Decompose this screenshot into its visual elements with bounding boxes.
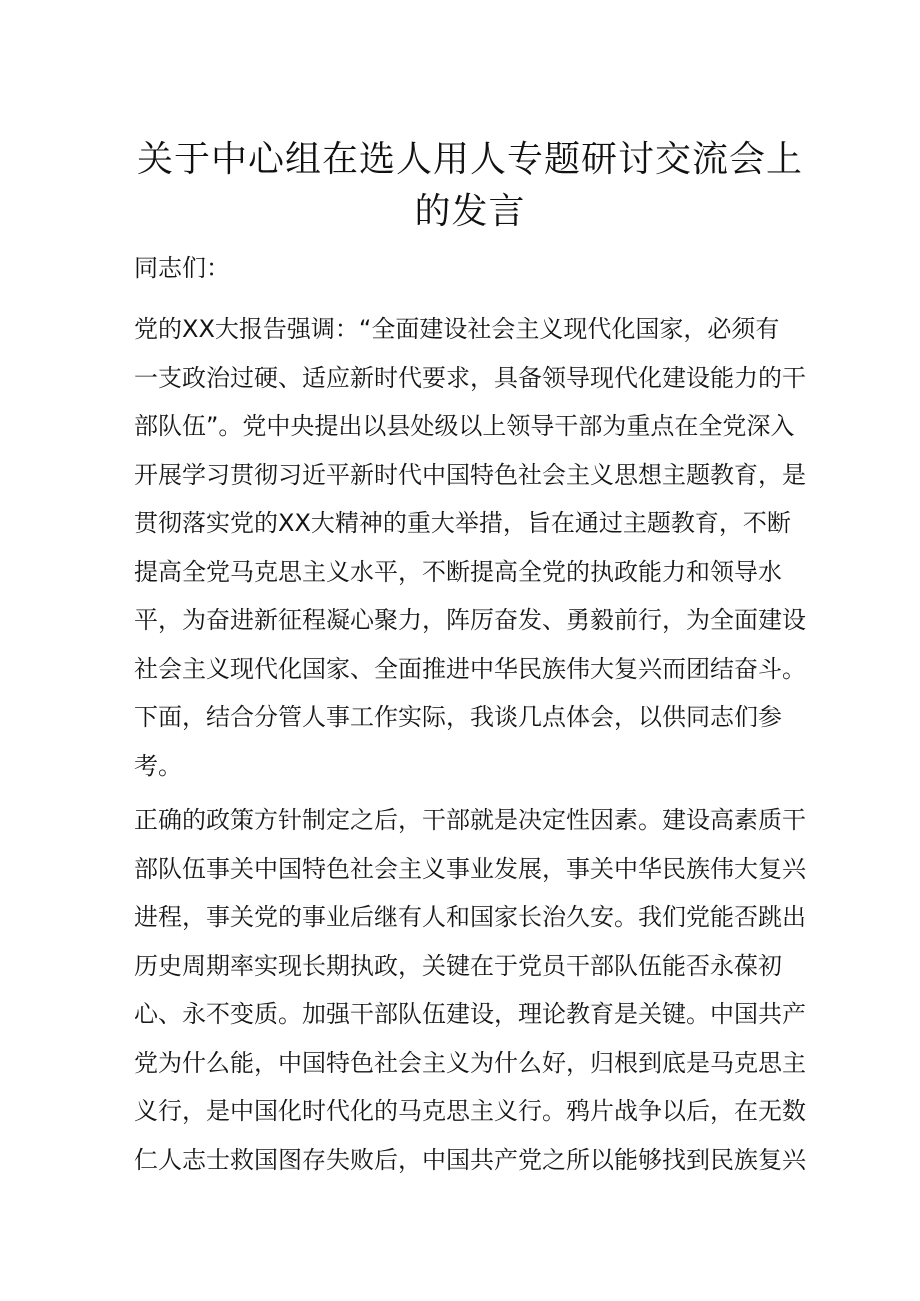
- text-line: 进程，事关党的事业后继有人和国家长治久安。我们党能否跳出: [134, 903, 806, 931]
- text-line: 部队伍”。党中央提出以县处级以上领导干部为重点在全党深入: [134, 412, 795, 440]
- title-line: 的发言: [414, 191, 526, 232]
- text-line: 历史周期率实现长期执政，关键在于党员干部队伍能否永葆初: [134, 951, 782, 980]
- document-title: [120, 134, 820, 238]
- salutation: 同志们：: [134, 254, 230, 282]
- text-line: 心、永不变质。加强干部队伍建设，理论教育是关键。中国共产: [134, 1000, 806, 1028]
- text-line: 开展学习贯彻习近平新时代中国特色社会主义思想主题教育，是: [134, 460, 806, 489]
- text-line: 部队伍事关中国特色社会主义事业发展，事关中华民族伟大复兴: [134, 854, 806, 883]
- title-line: 关于中心组在选人用人专题研讨交流会上: [136, 139, 803, 180]
- paragraph-2: [134, 796, 806, 1184]
- paragraph-1: [134, 305, 806, 790]
- text-line: 党的XX大报告强调：“全面建设社会主义现代化国家，必须有: [134, 315, 780, 343]
- text-line: 考。: [134, 751, 182, 780]
- text-line: 义行，是中国化时代化的马克思主义行。鸦片战争以后，在无数: [134, 1097, 806, 1125]
- text-line: 平，为奋进新征程凝心聚力，阵厉奋发、勇毅前行，为全面建设: [134, 606, 806, 634]
- text-line: 贯彻落实党的XX大精神的重大举措，旨在通过主题教育，不断: [134, 509, 791, 537]
- text-line: 党为什么能，中国特色社会主义为什么好，归根到底是马克思主: [134, 1048, 806, 1077]
- text-line: 社会主义现代化国家、全面推进中华民族伟大复兴而团结奋斗。: [134, 654, 806, 683]
- text-line: 仁人志士救国图存失败后，中国共产党之所以能够找到民族复兴: [134, 1145, 806, 1174]
- text-line: 提高全党马克思主义水平，不断提高全党的执政能力和领导水: [134, 557, 782, 586]
- text-line: 下面，结合分管人事工作实际，我谈几点体会，以供同志们参: [134, 703, 782, 731]
- text-line: 正确的政策方针制定之后，干部就是决定性因素。建设高素质干: [134, 806, 806, 834]
- text-line: 一支政治过硬、适应新时代要求，具备领导现代化建设能力的干: [134, 363, 806, 392]
